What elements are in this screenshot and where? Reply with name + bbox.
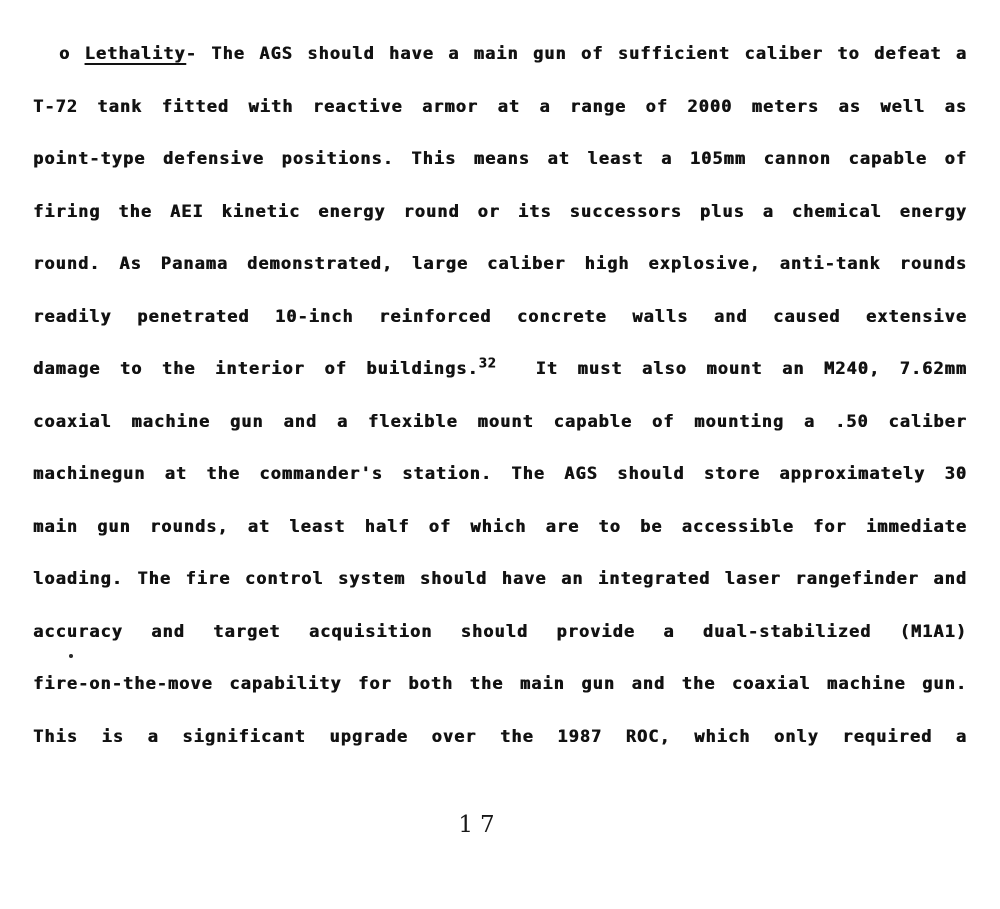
text-line bbox=[33, 343, 967, 396]
text-line: coaxial machine gun and a flexible mount capable of mounting a .50 caliber bbox=[33, 411, 967, 432]
bullet-marker: o bbox=[59, 44, 85, 64]
text-line: T-72 tank fitted with reactive armor at a range of 2000 meters as well as bbox=[33, 96, 967, 117]
text-line bbox=[33, 28, 967, 81]
text-line: machinegun at the commander's station. The AGS should store approximately 30 bbox=[33, 464, 967, 484]
text-line: accuracy and target acquisition should provide a dual-stabilized (M1A1) bbox=[33, 621, 967, 642]
text-line-segment: - The AGS should have a main gun of sufficient caliber to defeat a bbox=[185, 44, 967, 64]
text-line: point-type defensive positions. This means at least a 105mm cannon capable of bbox=[33, 149, 967, 169]
text-line-segment: It must also mount an M240, 7.62mm bbox=[496, 359, 967, 379]
stray-ink-mark bbox=[69, 654, 73, 658]
text-line: firing the AEI kinetic energy round or its successors plus a chemical energy bbox=[33, 201, 967, 222]
section-heading-lethality: Lethality bbox=[84, 44, 186, 64]
text-line: fire-on-the-move capability for both the main gun and the coaxial machine gun. bbox=[33, 674, 967, 694]
text-line: main gun rounds, at least half of which are to be accessible for immediate bbox=[33, 516, 967, 537]
text-line: round. As Panama demonstrated, large caliber high explosive, anti-tank rounds bbox=[33, 254, 967, 274]
text-line-segment: damage to the interior of buildings. bbox=[33, 359, 479, 379]
page-number: 17 bbox=[458, 812, 502, 838]
text-line: loading. The fire control system should have an integrated laser rangefinder and bbox=[33, 569, 967, 589]
text-line: readily penetrated 10-inch reinforced concrete walls and caused extensive bbox=[33, 306, 967, 327]
paragraph-lethality bbox=[33, 28, 967, 763]
text-line: This is a significant upgrade over the 1987 ROC, which only required a bbox=[33, 726, 967, 747]
footnote-reference-32: 32 bbox=[478, 356, 497, 372]
